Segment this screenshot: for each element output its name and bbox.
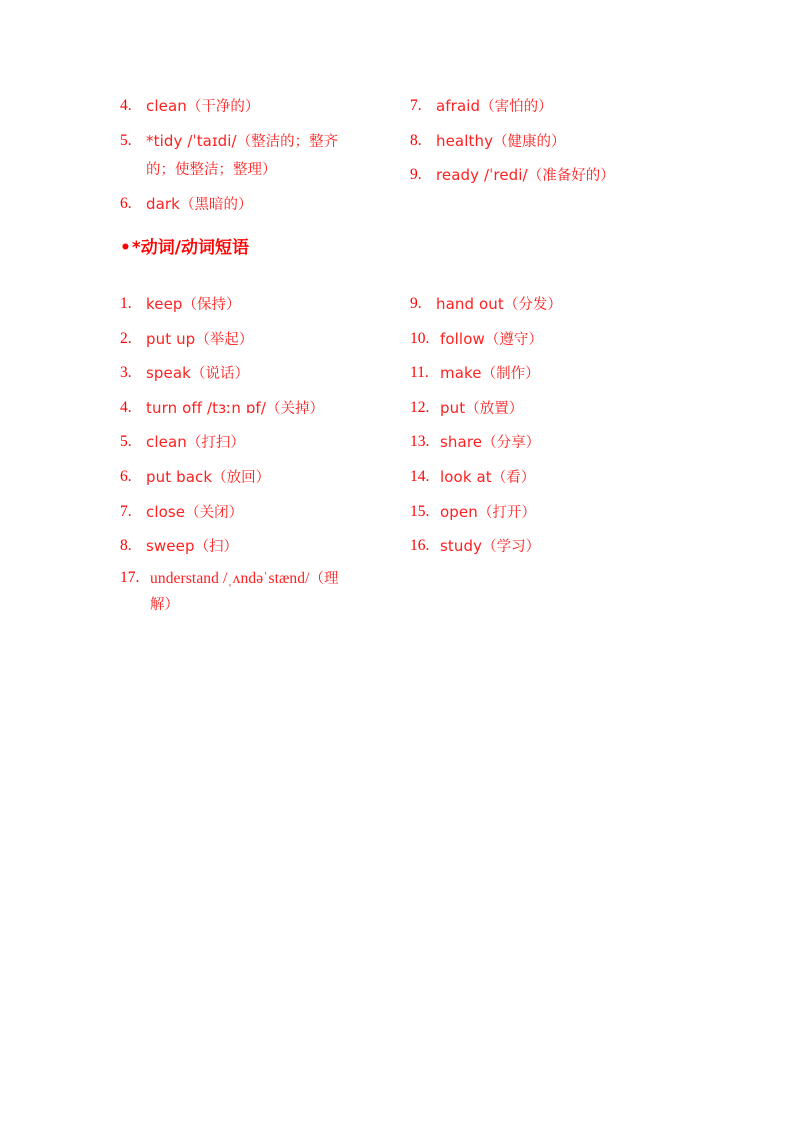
item-body — [440, 467, 535, 489]
word-translation: （打开） — [477, 504, 536, 521]
item-body — [150, 568, 339, 590]
item-body — [440, 398, 523, 420]
word-text: open — [440, 502, 478, 521]
word-translation: （整洁的；整齐 — [236, 133, 339, 150]
item-number: 16. — [410, 537, 430, 555]
word-text: sweep — [146, 537, 195, 556]
list-item — [120, 194, 410, 216]
bullet-icon: • — [120, 238, 131, 259]
word-text: turn off /tɜːn ɒf/ — [146, 398, 266, 417]
word-translation: （学习） — [482, 539, 541, 556]
word-text: look at — [440, 467, 492, 486]
item-body — [146, 329, 253, 351]
item-body — [440, 329, 543, 351]
item-body — [146, 96, 259, 118]
spacer — [120, 256, 693, 294]
word-translation-line2: 的；使整洁；整理） — [146, 162, 277, 179]
list-item — [410, 363, 710, 385]
item-number: 6. — [120, 194, 132, 212]
verbs-section-heading — [120, 233, 410, 258]
item-number: 7. — [120, 502, 132, 520]
item-number: 17. — [120, 568, 140, 586]
word-translation: （关掉） — [265, 400, 324, 417]
list-item — [120, 432, 410, 454]
list-item-continuation — [146, 159, 410, 181]
item-body — [146, 294, 241, 316]
word-text: clean — [146, 433, 187, 452]
list-item — [120, 96, 410, 118]
word-translation: （理 — [309, 570, 339, 587]
verbs-heading-label: *动词/动词短语 — [131, 238, 249, 259]
word-text: afraid — [436, 97, 481, 115]
list-item — [410, 131, 710, 153]
item-number: 7. — [410, 97, 422, 114]
item-number: 10. — [410, 329, 430, 347]
list-item — [410, 329, 710, 351]
item-number: 3. — [120, 364, 132, 382]
item-body — [146, 194, 252, 216]
item-number: 8. — [410, 131, 422, 149]
item-number: 12. — [410, 398, 430, 416]
item-number: 14. — [410, 467, 430, 485]
word-text: follow — [440, 329, 485, 348]
item-number: 2. — [120, 329, 132, 347]
word-text: put back — [146, 467, 213, 486]
list-item — [120, 398, 410, 420]
item-number: 6. — [120, 467, 132, 485]
list-item — [410, 467, 710, 489]
list-item — [410, 294, 710, 316]
adjectives-left-column — [120, 96, 410, 258]
word-text: clean — [146, 97, 187, 115]
word-translation: （分发） — [503, 297, 562, 313]
item-body — [146, 363, 249, 385]
word-text: share — [440, 433, 483, 452]
word-text: ready /ˈredi/ — [436, 166, 528, 185]
list-item — [410, 398, 710, 420]
item-body — [436, 294, 562, 316]
item-body — [146, 536, 238, 558]
list-item — [120, 131, 410, 153]
item-body — [436, 131, 566, 153]
word-translation: （扫） — [194, 539, 239, 556]
list-item — [120, 363, 410, 385]
verbs-left-column — [120, 294, 410, 615]
word-translation: （看） — [491, 469, 536, 486]
item-body — [146, 131, 338, 153]
list-item — [120, 329, 410, 351]
list-item — [120, 467, 410, 489]
word-text: dark — [146, 194, 180, 213]
word-translation: （制作） — [481, 366, 540, 383]
list-item — [410, 165, 710, 187]
item-number: 5. — [120, 433, 132, 451]
list-item — [410, 96, 710, 118]
word-text: *tidy /ˈtaɪdi/ — [146, 131, 237, 150]
word-text: understand /ˌʌndəˈstænd/ — [150, 569, 310, 587]
word-text: put up — [146, 329, 196, 348]
word-translation: （关闭） — [185, 504, 244, 521]
item-number: 8. — [120, 537, 132, 555]
word-translation: （害怕的） — [480, 99, 553, 115]
word-text: make — [440, 364, 482, 383]
list-item — [120, 294, 410, 316]
adjectives-section — [120, 96, 693, 259]
list-item — [410, 502, 710, 524]
word-text: speak — [146, 364, 191, 383]
adjectives-right-column — [410, 96, 710, 200]
item-number: 9. — [410, 166, 422, 184]
item-body — [440, 502, 536, 524]
item-body — [436, 165, 615, 187]
word-text: close — [146, 502, 186, 521]
word-translation: （放回） — [212, 469, 271, 486]
list-item — [120, 536, 410, 558]
word-translation: （举起） — [195, 331, 254, 348]
item-number: 1. — [120, 295, 132, 312]
word-translation: （打扫） — [186, 435, 245, 452]
item-number: 13. — [410, 433, 430, 451]
word-translation: （黑暗的） — [179, 196, 253, 213]
word-translation: （准备好的） — [527, 168, 615, 185]
item-body — [146, 432, 245, 454]
word-translation-line2: 解） — [150, 596, 179, 613]
word-translation: （放置） — [465, 400, 524, 417]
item-body — [146, 502, 243, 524]
list-item — [410, 432, 710, 454]
word-text: study — [440, 537, 483, 556]
item-number: 5. — [120, 131, 132, 149]
word-translation: （保持） — [182, 297, 241, 313]
item-number: 9. — [410, 295, 422, 312]
list-item — [120, 568, 410, 590]
item-body — [440, 363, 540, 385]
word-translation: （干净的） — [186, 99, 260, 115]
item-number: 15. — [410, 502, 430, 520]
item-number: 4. — [120, 398, 132, 416]
item-body — [440, 432, 540, 454]
item-body — [436, 96, 553, 118]
word-text: keep — [146, 295, 183, 313]
item-body — [440, 536, 540, 558]
item-body — [146, 467, 270, 489]
verbs-section — [120, 294, 693, 714]
item-number: 4. — [120, 97, 132, 114]
verbs-right-column — [410, 294, 710, 571]
list-item — [410, 536, 710, 558]
item-number: 11. — [410, 364, 429, 382]
word-translation: （分享） — [482, 435, 541, 452]
list-item — [120, 502, 410, 524]
word-text: hand out — [436, 295, 504, 313]
item-body — [146, 398, 324, 420]
word-translation: （健康的） — [493, 133, 566, 150]
word-translation: （说话） — [190, 366, 249, 383]
word-text: healthy — [436, 131, 494, 150]
list-item-continuation — [150, 594, 410, 616]
word-text: put — [440, 398, 466, 417]
word-translation: （遵守） — [484, 331, 543, 348]
